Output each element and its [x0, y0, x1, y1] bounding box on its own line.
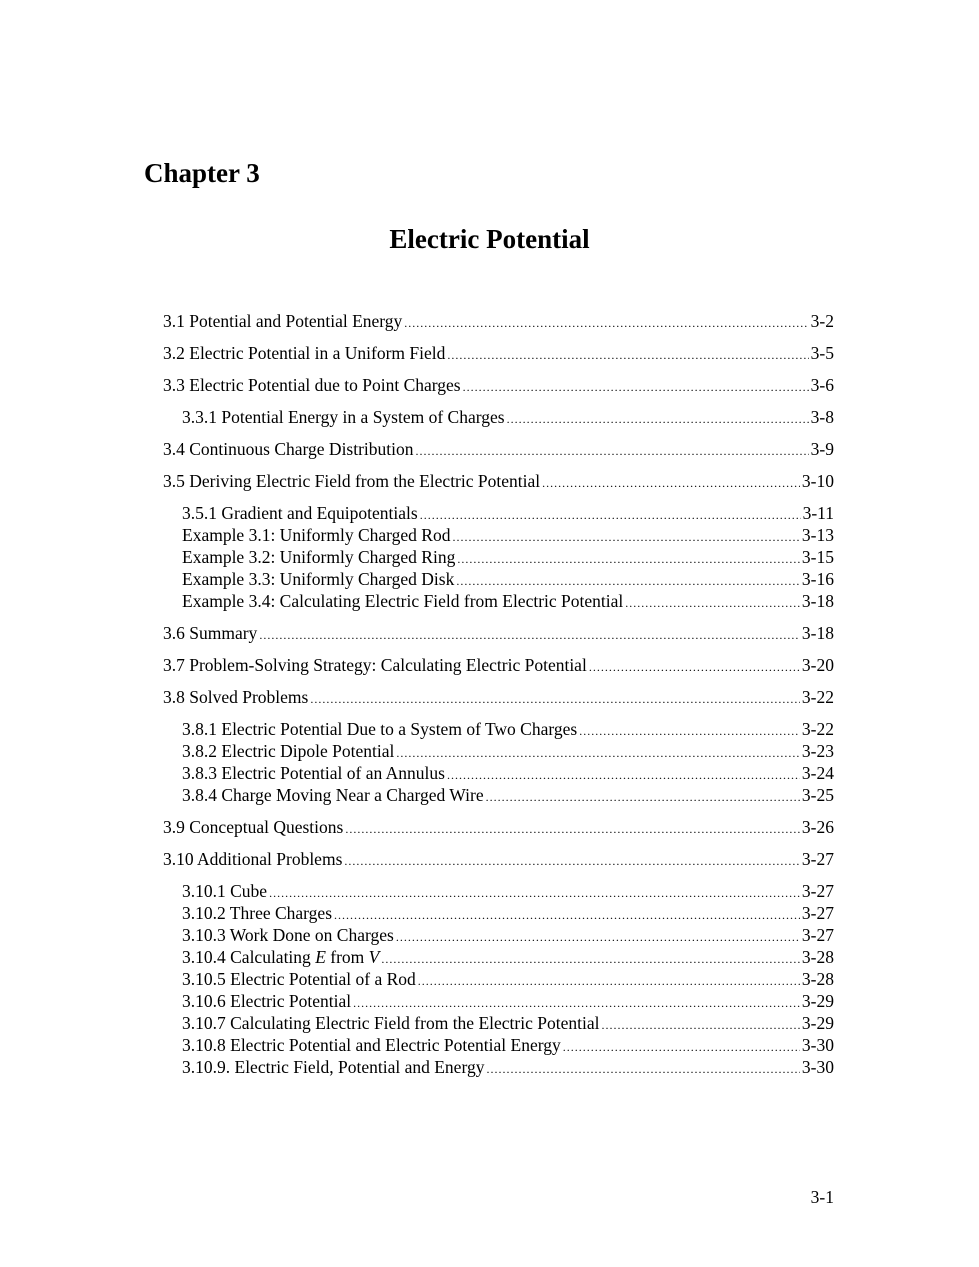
toc-entry[interactable]: [163, 762, 834, 784]
chapter-title: Electric Potential: [389, 224, 590, 254]
toc-entry-page: 3-25: [801, 785, 834, 805]
dot-leader: [344, 850, 800, 872]
toc-entry-label: 3.3.1 Potential Energy in a System of Charges: [182, 407, 505, 427]
dot-leader: [456, 570, 800, 592]
toc-entry-label: 3.8.2 Electric Dipole Potential: [182, 741, 395, 761]
toc-entry-page: 3-26: [801, 817, 834, 837]
toc-entry[interactable]: [163, 902, 834, 924]
toc-entry[interactable]: [163, 816, 834, 838]
symbol-e: E: [315, 947, 326, 967]
toc-entry[interactable]: [163, 654, 834, 676]
dot-leader: [486, 1058, 799, 1080]
toc-entry[interactable]: [163, 374, 834, 396]
dot-leader: [420, 504, 801, 526]
dot-leader: [345, 818, 800, 840]
toc-entry-page: 3-28: [801, 947, 834, 967]
toc-entry-label: 3.10.3 Work Done on Charges: [182, 925, 394, 945]
toc-entry[interactable]: [163, 406, 834, 428]
toc-entry-label: 3.5.1 Gradient and Equipotentials: [182, 503, 418, 523]
toc-entry[interactable]: [163, 1056, 834, 1078]
toc-entry-label: 3.3 Electric Potential due to Point Charges: [163, 375, 461, 395]
toc-entry-label: 3.10.6 Electric Potential: [182, 991, 352, 1011]
toc-entry-label: 3.8 Solved Problems: [163, 687, 309, 707]
toc-entry[interactable]: [163, 438, 834, 460]
toc-entry-page: 3-10: [801, 471, 834, 491]
toc-entry-label: 3.10.7 Calculating Electric Field from the Electric Potential: [182, 1013, 600, 1033]
dot-leader: [486, 786, 800, 808]
toc-entry-page: 3-27: [801, 925, 834, 945]
toc-entry-page: 3-29: [801, 1013, 834, 1033]
toc-entry-page: 3-22: [801, 687, 834, 707]
toc-entry[interactable]: [163, 524, 834, 546]
toc-entry-label: 3.4 Continuous Charge Distribution: [163, 439, 414, 459]
toc-entry-page: 3-23: [801, 741, 834, 761]
toc-entry-page: 3-30: [801, 1057, 834, 1077]
toc-entry-label: 3.9 Conceptual Questions: [163, 817, 344, 837]
dot-leader: [447, 764, 800, 786]
toc-entry[interactable]: [163, 310, 834, 332]
toc-entry-page: 3-18: [801, 591, 834, 611]
toc-entry-label: 3.10.5 Electric Potential of a Rod: [182, 969, 416, 989]
dot-leader: [396, 742, 800, 764]
dot-leader: [601, 1014, 799, 1036]
toc-entry-label: 3.7 Problem-Solving Strategy: Calculating Electric Potential: [163, 655, 587, 675]
toc-entry-label: 3.10 Additional Problems: [163, 849, 343, 869]
dot-leader: [589, 656, 800, 678]
toc-entry-label-mid: from: [325, 947, 369, 967]
dot-leader: [310, 688, 800, 710]
toc-entry-label: 3.8.1 Electric Potential Due to a System of Two Charges: [182, 719, 578, 739]
toc-entry-label-prefix: 3.10.4 Calculating: [182, 947, 316, 967]
toc-entry-label: 3.5 Deriving Electric Field from the Electric Potential: [163, 471, 541, 491]
toc-entry-label: Example 3.2: Uniformly Charged Ring: [182, 547, 456, 567]
toc-entry-page: 3-15: [801, 547, 834, 567]
toc-entry[interactable]: [163, 990, 834, 1012]
toc-entry-page: 3-8: [810, 407, 834, 427]
toc-entry-page: 3-24: [801, 763, 834, 783]
toc-entry[interactable]: [163, 946, 834, 968]
toc-entry-page: 3-11: [802, 503, 834, 523]
toc-entry-label: 3.2 Electric Potential in a Uniform Field: [163, 343, 446, 363]
toc-entry-page: 3-30: [801, 1035, 834, 1055]
toc-entry[interactable]: [163, 342, 834, 364]
toc-entry-page: 3-6: [810, 375, 834, 395]
toc-entry[interactable]: [163, 718, 834, 740]
toc-entry-label: [182, 946, 379, 968]
toc-entry-page: 3-27: [801, 903, 834, 923]
dot-leader: [457, 548, 800, 570]
toc-entry-page: 3-13: [801, 525, 834, 545]
toc-entry-page: 3-18: [801, 623, 834, 643]
toc-entry[interactable]: [163, 470, 834, 492]
toc-entry[interactable]: [163, 686, 834, 708]
toc-entry[interactable]: [163, 1034, 834, 1056]
toc-entry-page: 3-27: [801, 849, 834, 869]
dot-leader: [269, 882, 800, 904]
toc-entry-page: 3-2: [810, 311, 834, 331]
toc-entry[interactable]: [163, 740, 834, 762]
dot-leader: [452, 526, 799, 548]
toc-entry[interactable]: [163, 568, 834, 590]
toc-entry-page: 3-9: [810, 439, 834, 459]
dot-leader: [507, 408, 809, 430]
dot-leader: [259, 624, 800, 646]
toc-entry-page: 3-16: [801, 569, 834, 589]
toc-entry[interactable]: [163, 784, 834, 806]
toc-entry[interactable]: [163, 622, 834, 644]
dot-leader: [416, 440, 809, 462]
toc-entry[interactable]: [163, 590, 834, 612]
toc-entry-label: 3.8.4 Charge Moving Near a Charged Wire: [182, 785, 484, 805]
toc-entry[interactable]: [163, 848, 834, 870]
toc-entry-label: 3.8.3 Electric Potential of an Annulus: [182, 763, 445, 783]
toc-entry-page: 3-29: [801, 991, 834, 1011]
dot-leader: [404, 312, 808, 334]
toc-entry-label: 3.10.1 Cube: [182, 881, 268, 901]
toc-entry-label: 3.6 Summary: [163, 623, 258, 643]
dot-leader: [396, 926, 800, 948]
dot-leader: [563, 1036, 800, 1058]
page-number: 3-1: [810, 1187, 834, 1207]
chapter-label: Chapter 3: [144, 158, 260, 188]
toc-entry-page: 3-22: [801, 719, 834, 739]
table-of-contents: [163, 310, 834, 1078]
toc-entry-label: Example 3.1: Uniformly Charged Rod: [182, 525, 451, 545]
toc-entry-label: Example 3.3: Uniformly Charged Disk: [182, 569, 455, 589]
dot-leader: [381, 948, 800, 970]
toc-entry-label: 3.10.8 Electric Potential and Electric Potential Energy: [182, 1035, 561, 1055]
dot-leader: [625, 592, 800, 614]
toc-entry[interactable]: [163, 502, 834, 524]
toc-entry-page: 3-20: [801, 655, 834, 675]
dot-leader: [353, 992, 800, 1014]
toc-entry-page: 3-27: [801, 881, 834, 901]
toc-entry-page: 3-28: [801, 969, 834, 989]
symbol-v: V: [368, 947, 380, 967]
toc-entry-label: 3.1 Potential and Potential Energy: [163, 311, 403, 331]
toc-entry[interactable]: [163, 924, 834, 946]
dot-leader: [542, 472, 800, 494]
toc-entry-page: 3-5: [810, 343, 834, 363]
dot-leader: [463, 376, 809, 398]
toc-entry-label: Example 3.4: Calculating Electric Field from Electric Potential: [182, 591, 624, 611]
dot-leader: [447, 344, 808, 366]
toc-entry[interactable]: [163, 546, 834, 568]
toc-entry-label: 3.10.2 Three Charges: [182, 903, 333, 923]
dot-leader: [418, 970, 800, 992]
dot-leader: [579, 720, 800, 742]
toc-entry[interactable]: [163, 968, 834, 990]
toc-entry[interactable]: [163, 880, 834, 902]
toc-entry-label: 3.10.9. Electric Field, Potential and Energy: [182, 1057, 485, 1077]
dot-leader: [334, 904, 800, 926]
toc-entry[interactable]: [163, 1012, 834, 1034]
